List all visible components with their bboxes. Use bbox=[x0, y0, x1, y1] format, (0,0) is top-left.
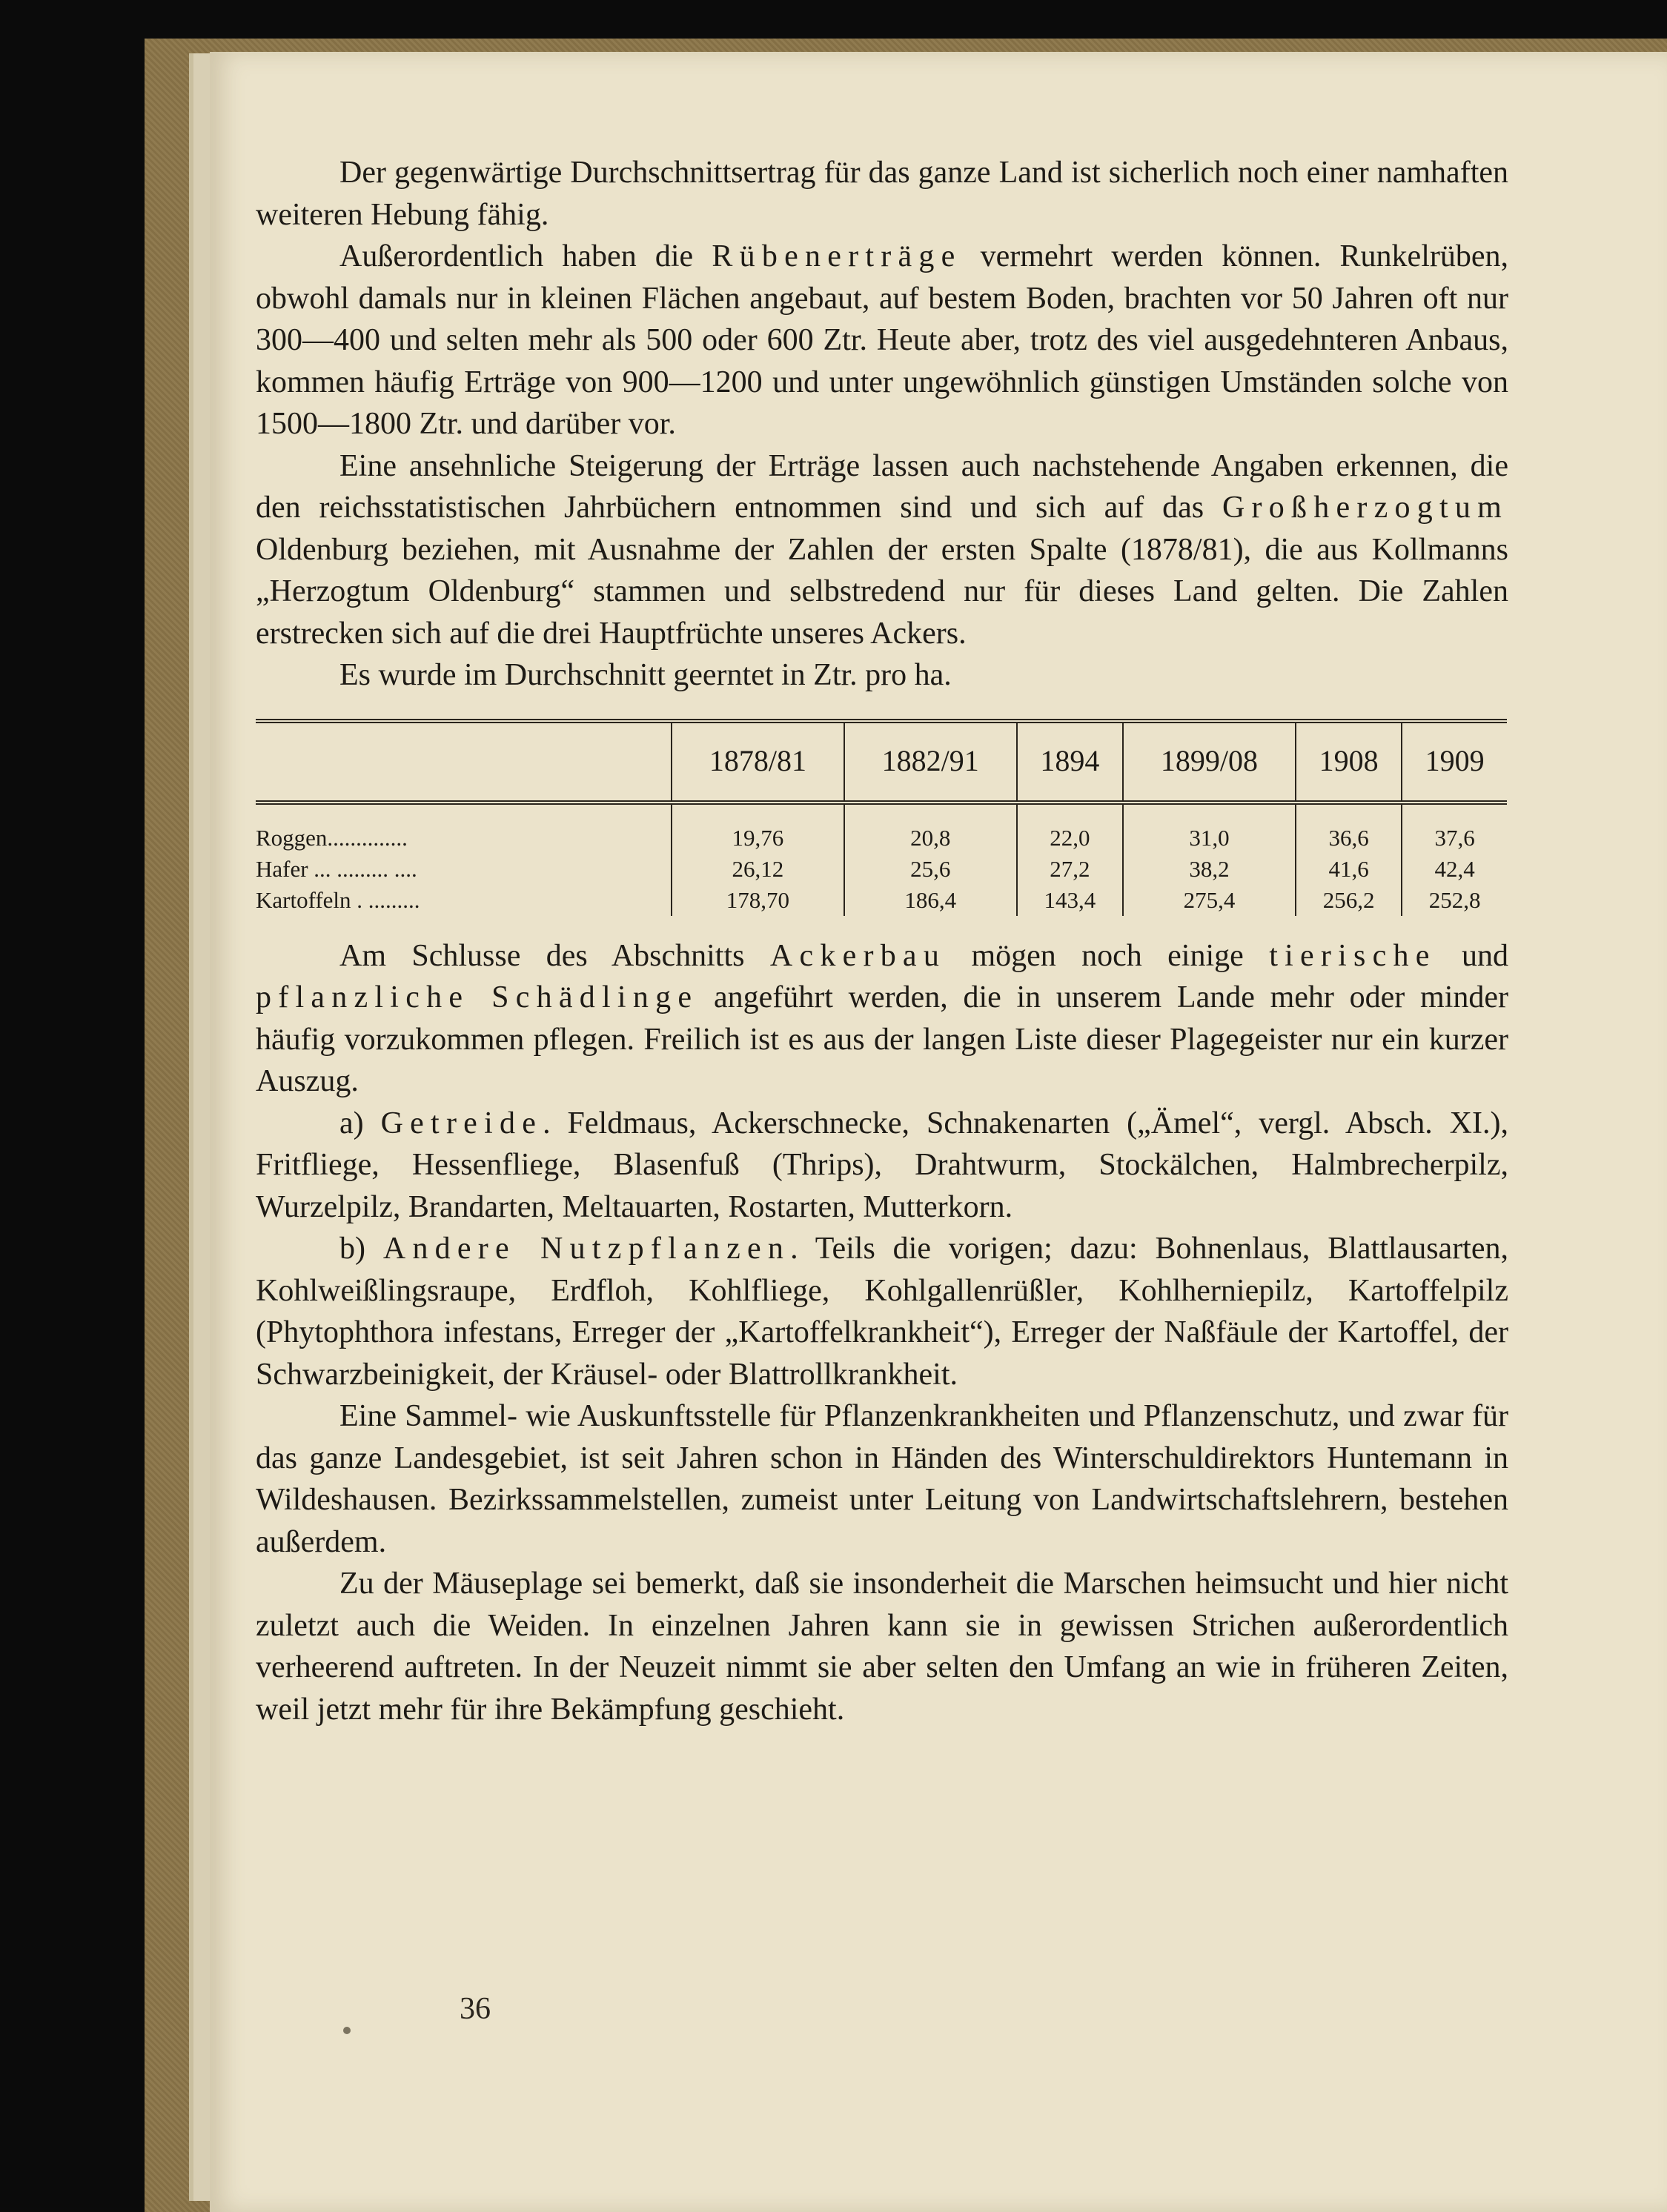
p3-text-b: Oldenburg beziehen, mit Ausnahme der Zahlen der ersten Spalte (1878/81), die aus Kollmanns „Herzogtum Oldenburg“ stammen und selbstredend nur für dieses Land gelten. Die Zahlen erstrecken sich auf die drei Hauptfrüchte unseres Ackers. bbox=[256, 532, 1508, 651]
table-cell: 31,0 bbox=[1123, 803, 1296, 854]
p5-text-a: a) bbox=[339, 1106, 381, 1140]
p5-spaced-getreide: Getreide bbox=[380, 1106, 543, 1140]
header-col-5: 1908 bbox=[1296, 721, 1402, 803]
table-cell: 37,6 bbox=[1402, 803, 1507, 854]
paper-speck bbox=[343, 2027, 351, 2034]
paragraph-beet-yields bbox=[256, 236, 1508, 445]
paragraph-collection-office: Eine Sammel- wie Auskunftsstelle für Pflanzenkrankheiten und Pflanzenschutz, und zwar für das ganze Landesgebiet, ist seit Jahren schon in Händen des Winterschuldirektors Huntemann in Wildeshausen. Bezirkssammelstellen, zumeist unter Leitung von Landwirtschaftslehrern, bestehen außerdem. bbox=[256, 1399, 1508, 1559]
row-label-roggen: Roggen.............. bbox=[256, 824, 408, 851]
header-stub bbox=[256, 721, 672, 803]
table-cell: 27,2 bbox=[1017, 854, 1123, 885]
table-cell: 42,4 bbox=[1402, 854, 1507, 885]
table-cell: 26,12 bbox=[672, 854, 844, 885]
table-cell: 252,8 bbox=[1402, 885, 1507, 916]
table-row bbox=[256, 885, 1507, 916]
p6-text-b: . Teils die vorigen; dazu: Bohnenlaus, Blattlausarten, Kohlweißlingsraupe, Erdfloh, Kohlfliege, Kohlgallenrüßler, Kohlherniepilz, Kartoffelpilz (Phytophthora infestans, Erreger der „Kartoffelkrankheit“), Erreger der Naßfäule der Kartoffel, der Schwarzbeinigkeit, der Kräusel- oder Blattrollkrankheit. bbox=[256, 1232, 1508, 1392]
yield-table bbox=[256, 719, 1507, 916]
header-col-4: 1899/08 bbox=[1123, 721, 1296, 803]
table-cell: 275,4 bbox=[1123, 885, 1296, 916]
paragraph-average-yield: Der gegenwärtige Durchschnittsertrag für das ganze Land ist sicherlich noch einer namhaften weiteren Hebung fähig. bbox=[256, 156, 1508, 232]
table-cell: 38,2 bbox=[1123, 854, 1296, 885]
p4-spaced-schaedlinge: pflanzliche Schädlinge bbox=[256, 980, 699, 1014]
table-cell: 20,8 bbox=[844, 803, 1017, 854]
page-number: 36 bbox=[460, 1992, 491, 2026]
p4-text-d: angeführt werden, die in unserem Lande mehr oder minder häufig vorzukommen pflegen. Freilich ist es aus der langen Liste dieser Plagegeister nur ein kurzer Auszug. bbox=[256, 980, 1508, 1098]
table-caption: Es wurde im Durchschnitt geerntet in Ztr. pro ha. bbox=[339, 658, 952, 692]
paragraph-pests-intro bbox=[256, 935, 1508, 1103]
p4-spaced-tierische: tierische bbox=[1269, 938, 1436, 973]
p4-text-b: mögen noch einige bbox=[946, 938, 1270, 973]
table-cell: 25,6 bbox=[844, 854, 1017, 885]
paragraph-grain-pests bbox=[256, 1103, 1508, 1229]
paragraph-yield-increase bbox=[256, 445, 1508, 655]
header-col-6: 1909 bbox=[1402, 721, 1507, 803]
p3-text-a: Eine ansehnliche Steigerung der Erträge lassen auch nachstehende Angaben erkennen, die den reichsstatistischen Jahrbüchern entnommen sind und sich auf das bbox=[256, 448, 1508, 525]
paragraph-other-crop-pests bbox=[256, 1228, 1508, 1395]
p4-text-a: Am Schlusse des Abschnitts bbox=[339, 938, 770, 973]
text-block bbox=[256, 152, 1508, 1730]
p6-text-a: b) bbox=[339, 1232, 383, 1266]
table-row bbox=[256, 854, 1507, 885]
table-cell: 178,70 bbox=[672, 885, 844, 916]
p4-spaced-ackerbau: Ackerbau bbox=[769, 938, 947, 973]
paragraph-mouse-plague: Zu der Mäuseplage sei bemerkt, daß sie insonderheit die Marschen heimsucht und hier nicht zuletzt auch die Weiden. In einzelnen Jahren kann sie in gewissen Strichen außerordentlich verheerend auftreten. In der Neuzeit nimmt sie aber selten den Umfang an wie in früheren Zeiten, weil jetzt mehr für ihre Bekämpfung geschieht. bbox=[256, 1567, 1508, 1727]
p4-text-c: und bbox=[1436, 938, 1509, 973]
table-cell: 19,76 bbox=[672, 803, 844, 854]
table-cell: 256,2 bbox=[1296, 885, 1402, 916]
table-cell: 36,6 bbox=[1296, 803, 1402, 854]
p2-text-a: Außerordentlich haben die bbox=[339, 239, 712, 273]
header-col-3: 1894 bbox=[1017, 721, 1123, 803]
p6-spaced-nutzpflanzen: Andere Nutzpflanzen bbox=[382, 1232, 791, 1266]
row-label-hafer: Hafer ... ......... .... bbox=[256, 855, 417, 882]
p2-text-b: vermehrt werden können. Runkelrüben, obwohl damals nur in kleinen Flächen angebaut, auf bestem Boden, brachten vor 50 Jahren oft nur 300—400 und selten mehr als 500 oder 600 Ztr. Heute aber, trotz des viel ausgedehnteren Anbaus, kommen häufig Erträge von 900—1200 und unter ungewöhnlich günstigen Umständen solche von 1500—1800 Ztr. und darüber vor. bbox=[256, 239, 1508, 441]
table-row bbox=[256, 803, 1507, 854]
table-cell: 143,4 bbox=[1017, 885, 1123, 916]
p2-spaced-term: Rübenerträge bbox=[712, 239, 962, 273]
table-header-row bbox=[256, 721, 1507, 803]
table-cell: 186,4 bbox=[844, 885, 1017, 916]
p3-spaced-term: Großherzogtum bbox=[1222, 491, 1508, 525]
header-col-2: 1882/91 bbox=[844, 721, 1017, 803]
p5-text-b: . Feldmaus, Ackerschnecke, Schnakenarten („Ämel“, vergl. Absch. XI.), Fritfliege, Hessenfliege, Blasenfuß (Thrips), Drahtwurm, Stockälchen, Halmbrecherpilz, Wurzelpilz, Brandarten, Meltauarten, Rostarten, Mutterkorn. bbox=[256, 1106, 1508, 1224]
table-cell: 41,6 bbox=[1296, 854, 1402, 885]
header-col-1: 1878/81 bbox=[672, 721, 844, 803]
row-label-kartoffeln: Kartoffeln . ......... bbox=[256, 886, 420, 913]
table-cell: 22,0 bbox=[1017, 803, 1123, 854]
